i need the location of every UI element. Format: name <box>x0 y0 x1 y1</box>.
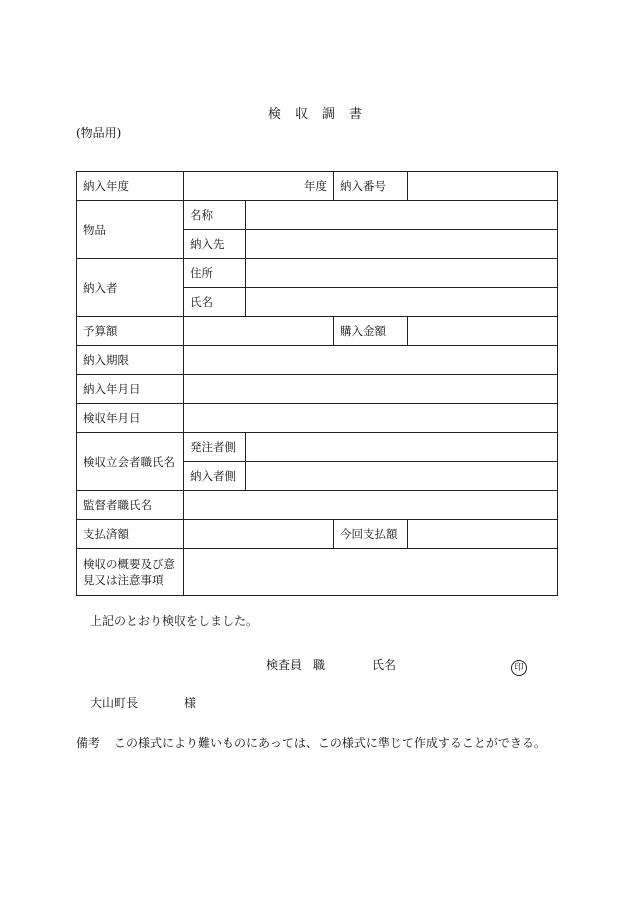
row-yosangaku <box>77 317 558 346</box>
document-title: 検収調書 <box>267 107 376 122</box>
row-tachiai-hatchusha <box>77 433 558 462</box>
row-nonyu-kigen <box>77 346 558 375</box>
seal-mark: 印 <box>511 660 527 676</box>
cell-nonyusaki[interactable] <box>246 230 558 259</box>
label-jusho: 住所 <box>184 259 246 288</box>
label-tachiai: 検収立会者職氏名 <box>77 433 184 491</box>
row-nonyu-nengappi <box>77 375 558 404</box>
label-nonyusha: 納入者 <box>77 259 184 317</box>
shimei-label: 氏名 <box>372 658 397 672</box>
label-yosangaku: 予算額 <box>77 317 184 346</box>
row-gaiyo <box>77 549 558 596</box>
cell-nonyu-nengappi[interactable] <box>184 375 558 404</box>
label-nonyusha-gawa: 納入者側 <box>184 462 246 491</box>
label-konyu-kingaku: 購入金額 <box>334 317 408 346</box>
inspector-label: 検査員 <box>266 658 303 672</box>
row-shiharai <box>77 520 558 549</box>
label-kenshu-nengappi: 検収年月日 <box>77 404 184 433</box>
label-nonyu-nengappi: 納入年月日 <box>77 375 184 404</box>
label-nonyusaki: 納入先 <box>184 230 246 259</box>
label-nonyu-nendo: 納入年度 <box>77 172 184 201</box>
label-shiharai-zumi: 支払済額 <box>77 520 184 549</box>
sama-label: 様 <box>184 696 197 710</box>
label-kantokusha: 監督者職氏名 <box>77 491 184 520</box>
label-gaiyo: 検収の概要及び意見又は注意事項 <box>77 549 184 596</box>
cell-nonyusha-gawa[interactable] <box>246 462 558 491</box>
row-kantokusha <box>77 491 558 520</box>
label-shimei: 氏名 <box>184 288 246 317</box>
cell-hatchusha-gawa[interactable] <box>246 433 558 462</box>
seal-icon <box>511 655 527 676</box>
cell-yosangaku[interactable] <box>184 317 334 346</box>
cell-konkai-shiharai[interactable] <box>408 520 558 549</box>
remark-text: この様式により難いものにあっては、この様式に準じて作成することができる。 <box>114 736 546 750</box>
cell-meisho[interactable] <box>246 201 558 230</box>
addressee-label: 大山町長 <box>90 696 139 710</box>
label-nendo: 年度 <box>304 179 327 193</box>
cell-kenshu-nengappi[interactable] <box>184 404 558 433</box>
cell-nonyu-kigen[interactable] <box>184 346 558 375</box>
label-nonyu-bango: 納入番号 <box>334 172 408 201</box>
row-nonyu-nendo <box>77 172 558 201</box>
cell-shiharai-zumi[interactable] <box>184 520 334 549</box>
label-meisho: 名称 <box>184 201 246 230</box>
label-hatchusha-gawa: 発注者側 <box>184 433 246 462</box>
cell-nendo[interactable] <box>184 172 334 201</box>
cell-gaiyo[interactable] <box>184 549 558 596</box>
label-buppin: 物品 <box>77 201 184 259</box>
shoku-label: 職 <box>313 658 326 672</box>
row-kenshu-nengappi <box>77 404 558 433</box>
document-subtitle: (物品用) <box>76 126 122 140</box>
cell-shimei[interactable] <box>246 288 558 317</box>
row-nonyusha-jusho <box>77 259 558 288</box>
inspection-form-table <box>76 171 558 596</box>
label-konkai-shiharai: 今回支払額 <box>334 520 408 549</box>
cell-nonyu-bango[interactable] <box>408 172 558 201</box>
label-nonyu-kigen: 納入期限 <box>77 346 184 375</box>
statement-text: 上記のとおり検収をしました。 <box>90 614 259 628</box>
cell-kantokusha[interactable] <box>184 491 558 520</box>
cell-konyu-kingaku[interactable] <box>408 317 558 346</box>
remark-label: 備考 <box>76 736 101 750</box>
row-buppin-meisho <box>77 201 558 230</box>
cell-jusho[interactable] <box>246 259 558 288</box>
